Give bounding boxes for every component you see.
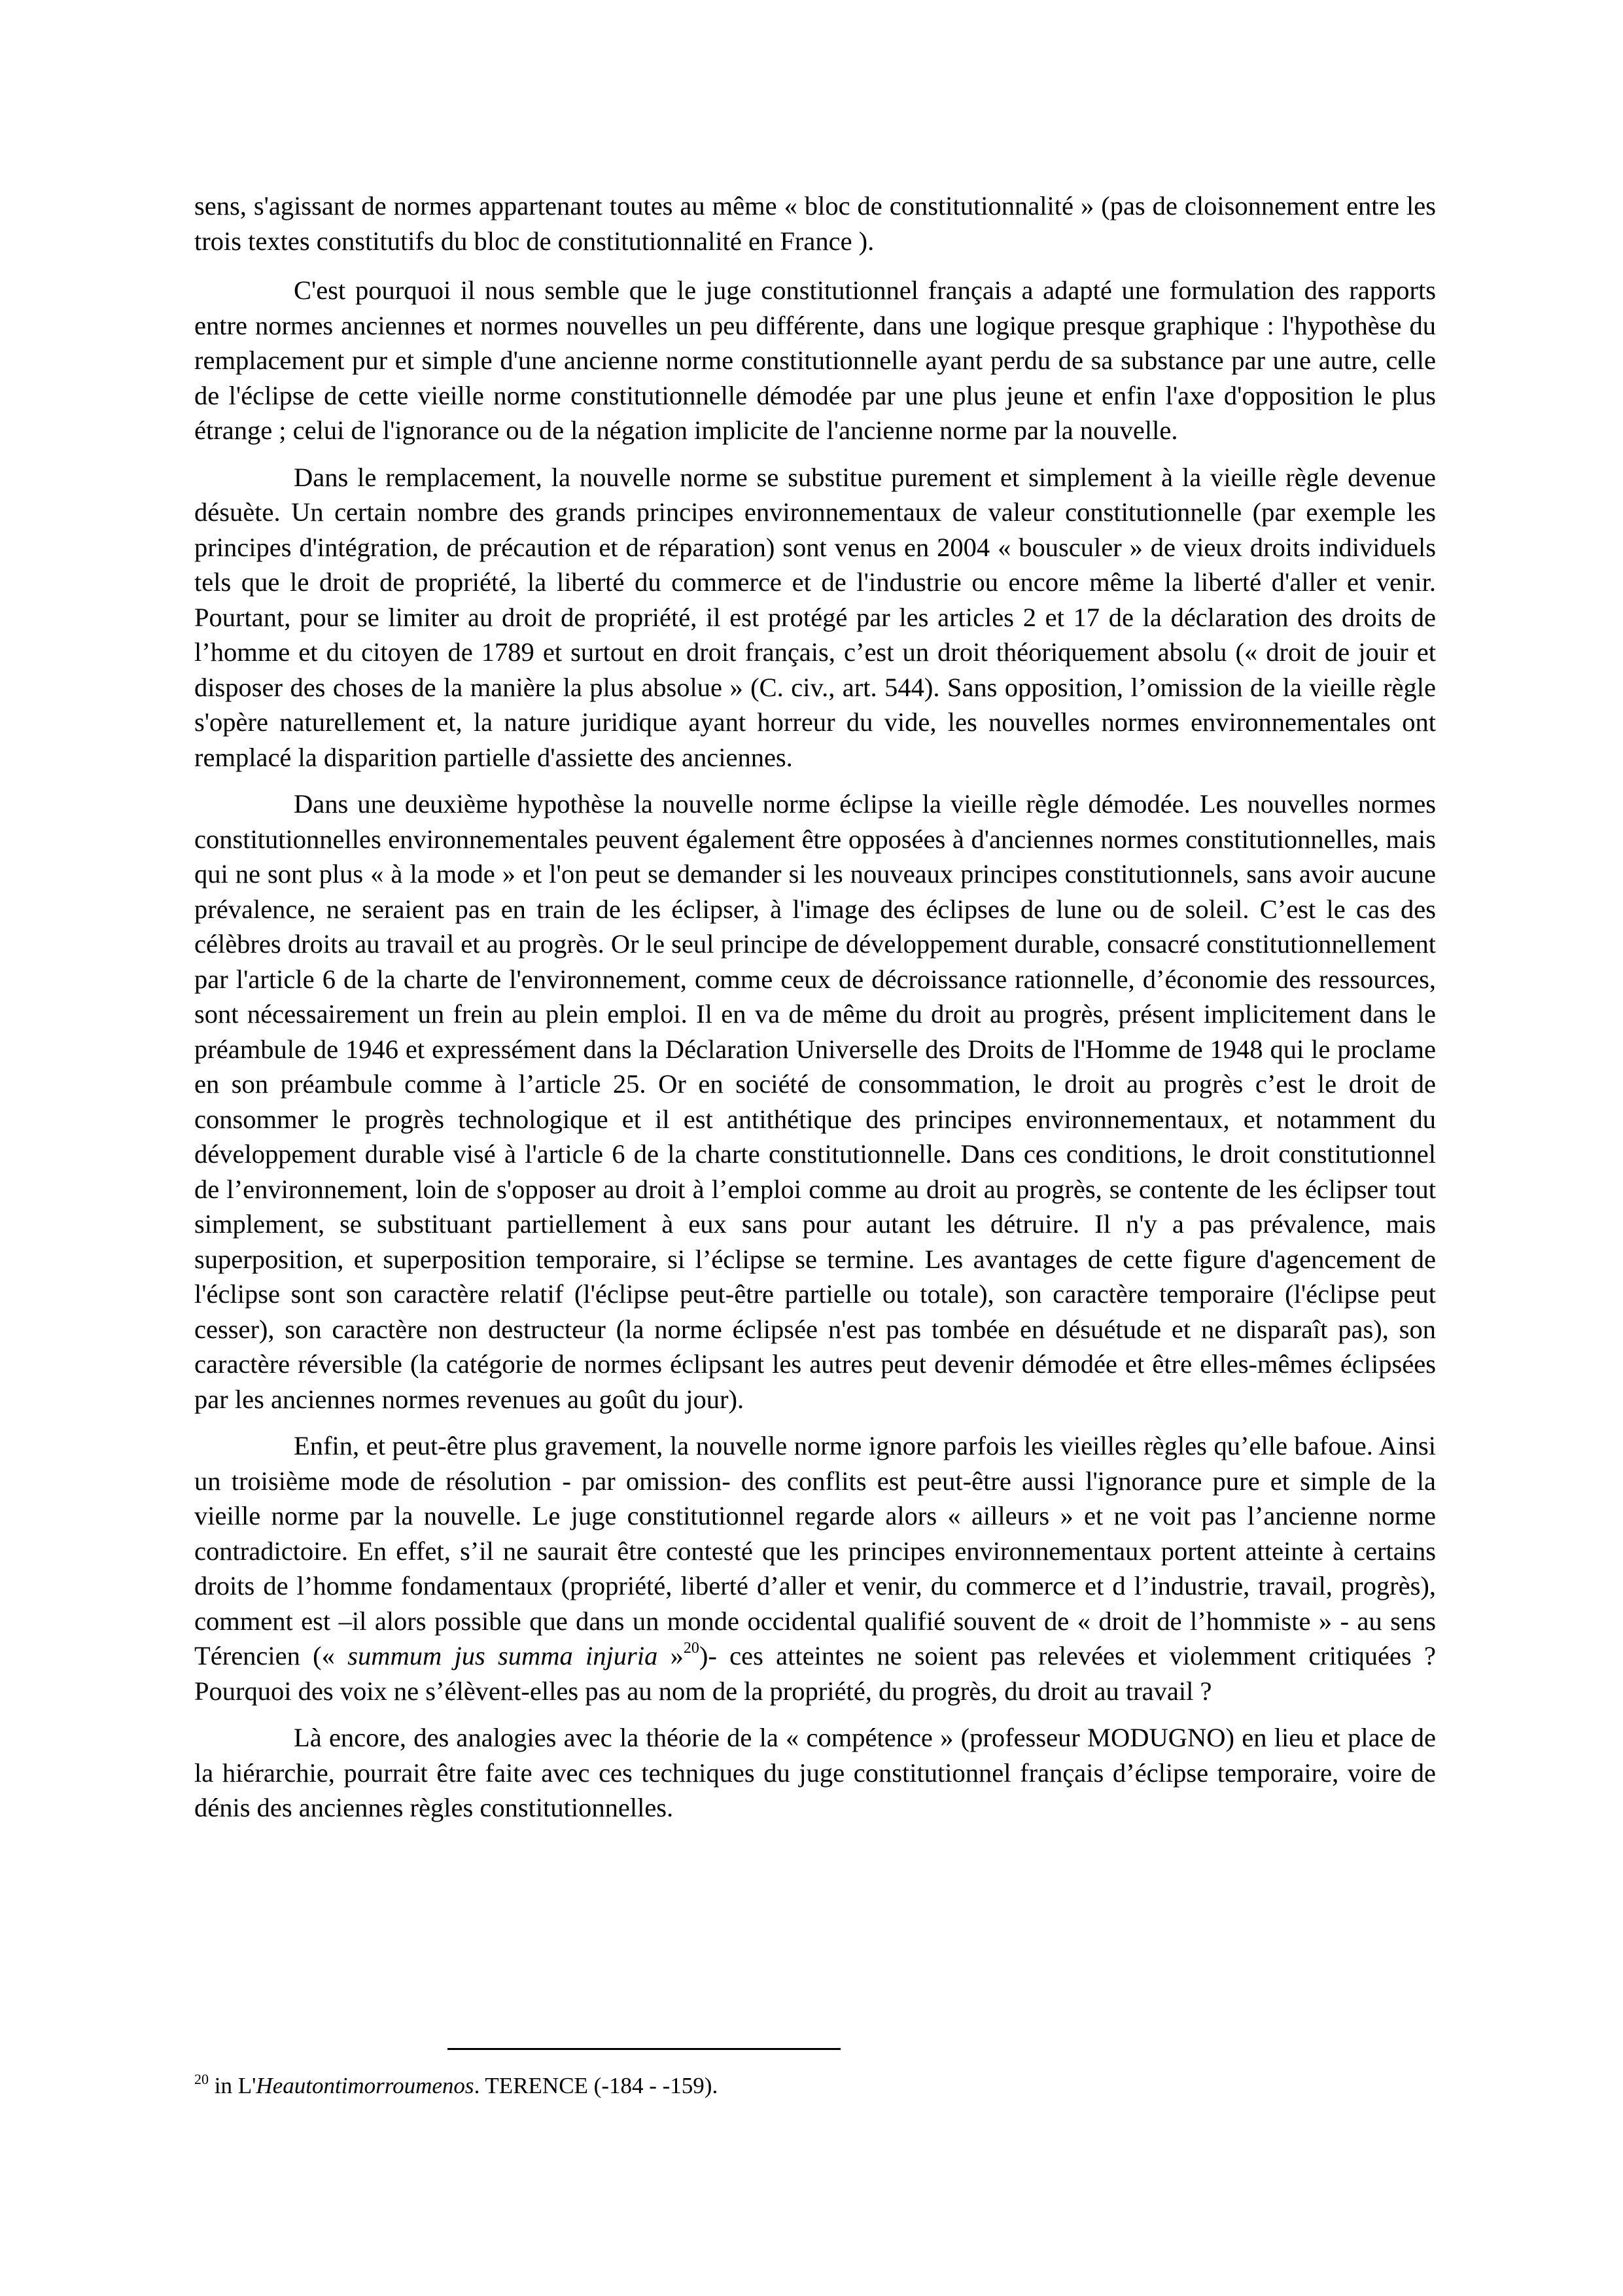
footnote-text-start: in L': [209, 2073, 256, 2098]
paragraph-hypotheses-intro: C'est pourquoi il nous semble que le juge constitutionnel français a adapté une formulation des rapports entre normes anciennes et normes nouvelles un peu différente, dans une logique presque graphique : l'hypothèse du remplacement pur et simple d'une ancienne norme constitutionnelle ayant perdu de sa substance par une autre, celle de l'éclipse de cette vieille norme constitutionnelle démodée par une plus jeune et enfin l'axe d'opposition le plus étrange ; celui de l'ignorance ou de la négation implicite de l'ancienne norme par la nouvelle.: [194, 275, 1436, 445]
footnote-separator: [447, 2048, 841, 2050]
paragraph-ignorance: [194, 1428, 1436, 1708]
latin-quote: summum jus summa injuria: [347, 1641, 658, 1670]
footnote-text-end: . TERENCE (-184 - -159).: [474, 2073, 718, 2098]
paragraph-ignorance-quote-close: »: [657, 1641, 684, 1670]
document-page: [194, 188, 1436, 1837]
paragraph-competence: Là encore, des analogies avec la théorie de la « compétence » (professeur MODUGNO) en lieu et place de la hiérarchie, pourrait être faite avec ces techniques du juge constitutionnel français d’éclipse temporaire, voire de dénis des anciennes règles constitutionnelles.: [194, 1723, 1436, 1822]
paragraph-continuation: sens, s'agissant de normes appartenant toutes au même « bloc de constitutionnalité » (pas de cloisonnement entre les trois textes constitutifs du bloc de constitutionnalité en France ).: [194, 191, 1436, 256]
footnote-title: Heautontimorroumenos: [256, 2073, 474, 2098]
footnote-number: 20: [194, 2071, 209, 2087]
footnote-reference[interactable]: 20: [683, 1640, 699, 1657]
paragraph-ignorance-text-start: Enfin, et peut-être plus gravement, la nouvelle norme ignore parfois les vieilles règles qu’elle bafoue. Ainsi un troisième mode de résolution - par omission- des conflits est peut-être aussi l'ignorance pure et simple de la vieille norme par la nouvelle. Le juge constitutionnel regarde alors « ailleurs » et ne voit pas l’ancienne norme contradictoire. En effet, s’il ne saurait être contesté que les principes environnementaux portent atteinte à certains droits de l’homme fondamentaux (propriété, liberté d’aller et venir, du commerce et d l’industrie, travail, progrès), comment est –il alors possible que dans un monde occidental qualifié souvent de « droit de l’hommiste » - au sens Térencien («: [194, 1431, 1436, 1670]
paragraph-ignorance-text-end: )- ces atteintes ne soient pas relevées et violemment critiquées ? Pourquoi des voix ne s’élèvent-elles pas au nom de la propriété, du progrès, du droit au travail ?: [194, 1641, 1437, 1706]
paragraph-eclipse: Dans une deuxième hypothèse la nouvelle norme éclipse la vieille règle démodée. Les nouvelles normes constitutionnelles environnementales peuvent également être opposées à d'anciennes normes constitutionnelles, mais qui ne sont plus « à la mode » et l'on peut se demander si les nouveaux principes constitutionnels, sans avoir aucune prévalence, ne seraient pas en train de les éclipser, à l'image des éclipses de lune ou de soleil. C’est le cas des célèbres droits au travail et au progrès. Or le seul principe de développement durable, consacré constitutionnellement par l'article 6 de la charte de l'environnement, comme ceux de décroissance rationnelle, d’économie des ressources, sont nécessairement un frein au plein emploi. Il en va de même du droit au progrès, présent implicitement dans le préambule de 1946 et expressément dans la Déclaration Universelle des Droits de l'Homme de 1948 qui le proclame en son préambule comme à l’article 25. Or en société de consommation, le droit au progrès c’est le droit de consommer le progrès technologique et il est antithétique des principes environnementaux, et notamment du développement durable visé à l'article 6 de la charte constitutionnelle. Dans ces conditions, le droit constitutionnel de l’environnement, loin de s'opposer au droit à l’emploi comme au droit au progrès, se contente de les éclipser tout simplement, se substituant partiellement à eux sans pour autant les détruire. Il n'y a pas prévalence, mais superposition, et superposition temporaire, si l’éclipse se termine. Les avantages de cette figure d'agencement de l'éclipse sont son caractère relatif (l'éclipse peut-être partielle ou totale), son caractère temporaire (l'éclipse peut cesser), son caractère non destructeur (la norme éclipsée n'est pas tombée en désuétude et ne disparaît pas), son caractère réversible (la catégorie de normes éclipsant les autres peut devenir démodée et être elles-mêmes éclipsées par les anciennes normes revenues au goût du jour).: [194, 789, 1436, 1414]
paragraph-remplacement: Dans le remplacement, la nouvelle norme se substitue purement et simplement à la vieille règle devenue désuète. Un certain nombre des grands principes environnementaux de valeur constitutionnelle (par exemple les principes d'intégration, de précaution et de réparation) sont venus en 2004 « bousculer » de vieux droits individuels tels que le droit de propriété, la liberté du commerce et de l'industrie ou encore même la liberté d'aller et venir. Pourtant, pour se limiter au droit de propriété, il est protégé par les articles 2 et 17 de la déclaration des droits de l’homme et du citoyen de 1789 et surtout en droit français, c’est un droit théoriquement absolu (« droit de jouir et disposer des choses de la manière la plus absolue » (C. civ., art. 544). Sans opposition, l’omission de la vieille règle s'opère naturellement et, la nature juridique ayant horreur du vide, les nouvelles normes environnementales ont remplacé la disparition partielle d'assiette des anciennes.: [194, 462, 1436, 772]
footnote: [194, 2072, 718, 2100]
